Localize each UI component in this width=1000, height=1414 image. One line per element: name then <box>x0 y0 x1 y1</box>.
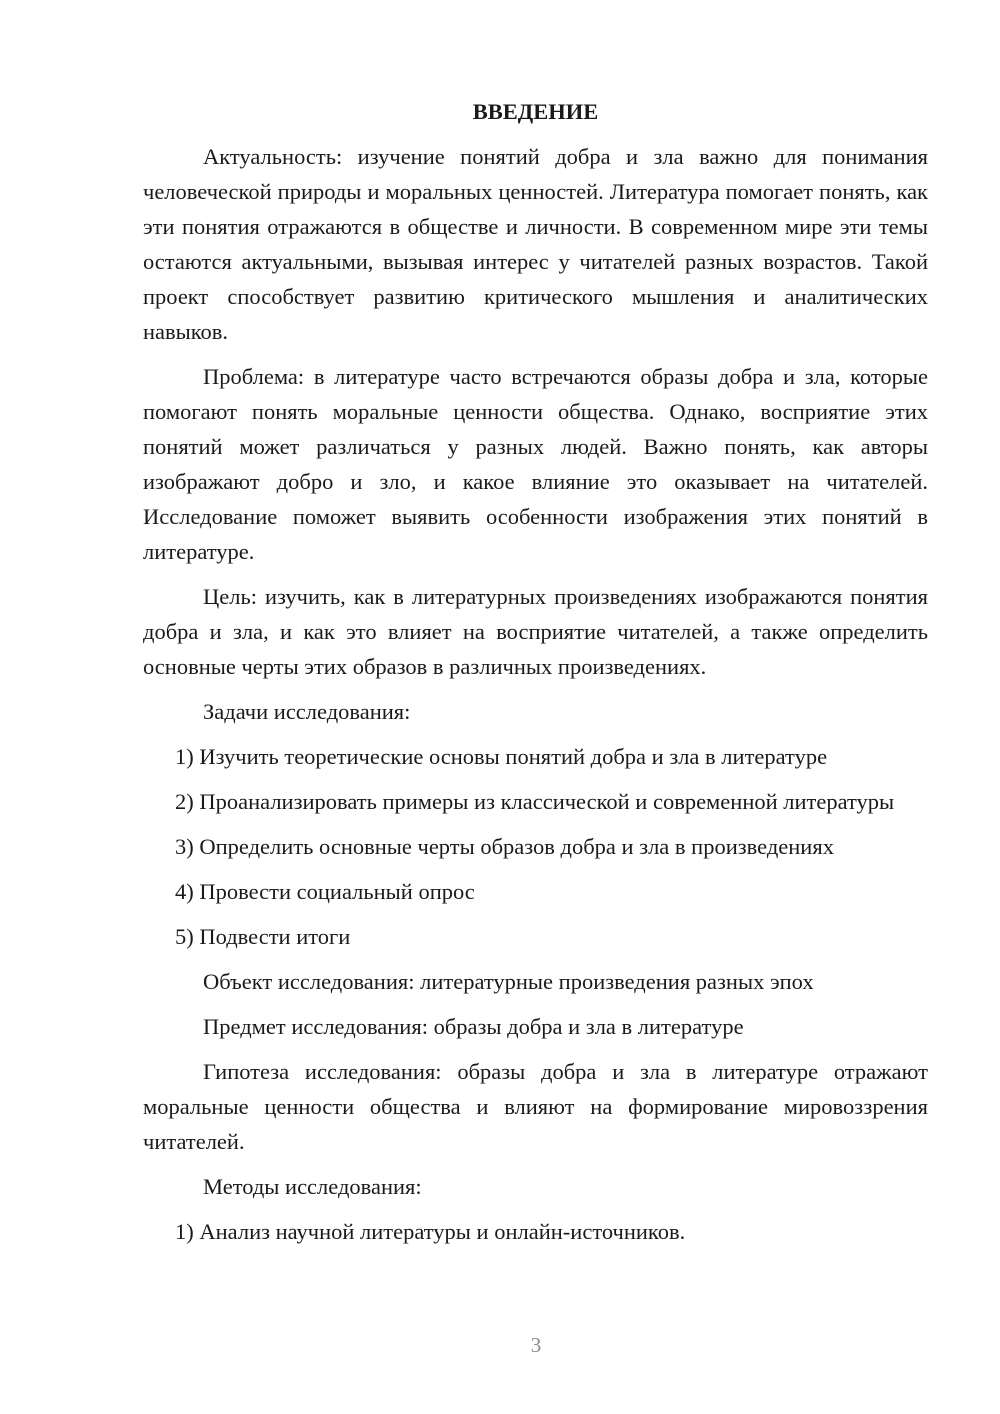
task-item: 3) Определить основные черты образов добра и зла в произведениях <box>175 834 834 859</box>
hypothesis-paragraph: Гипотеза исследования: образы добра и зла в литературе отражают моральные ценности общества и влияют на формирование мировоззрения читателей. <box>143 1059 928 1154</box>
object-line: Объект исследования: литературные произведения разных эпох <box>203 969 814 994</box>
subject-line: Предмет исследования: образы добра и зла в литературе <box>203 1014 744 1039</box>
relevance-paragraph: Актуальность: изучение понятий добра и зла важно для понимания человеческой природы и моральных ценностей. Литература помогает понять, как эти понятия отражаются в обществе и личности. В современном мире эти темы остаются актуальными, вызывая интерес у читателей разных возрастов. Такой проект способствует развитию критического мышления и аналитических навыков. <box>143 144 928 344</box>
tasks-heading: Задачи исследования: <box>203 699 411 724</box>
section-title: ВВЕДЕНИЕ <box>472 99 599 124</box>
task-item: 4) Провести социальный опрос <box>175 879 475 904</box>
page-number: 3 <box>530 1333 542 1357</box>
task-item: 1) Изучить теоретические основы понятий добра и зла в литературе <box>175 744 828 769</box>
problem-paragraph: Проблема: в литературе часто встречаются образы добра и зла, которые помогают понять моральные ценности общества. Однако, восприятие этих понятий может различаться у разных людей. Важно понять, как авторы изображают добро и зло, и какое влияние это оказывает на читателей. Исследование поможет выявить особенности изображения этих понятий в литературе. <box>143 364 928 564</box>
method-item: 1) Анализ научной литературы и онлайн-источников. <box>175 1219 686 1244</box>
goal-paragraph: Цель: изучить, как в литературных произведениях изображаются понятия добра и зла, и как это влияет на восприятие читателей, а также определить основные черты этих образов в различных произведениях. <box>143 584 928 679</box>
task-item: 2) Проанализировать примеры из классической и современной литературы <box>175 789 895 814</box>
methods-heading: Методы исследования: <box>203 1174 422 1199</box>
task-item: 5) Подвести итоги <box>175 924 351 949</box>
page-content <box>143 94 928 1259</box>
